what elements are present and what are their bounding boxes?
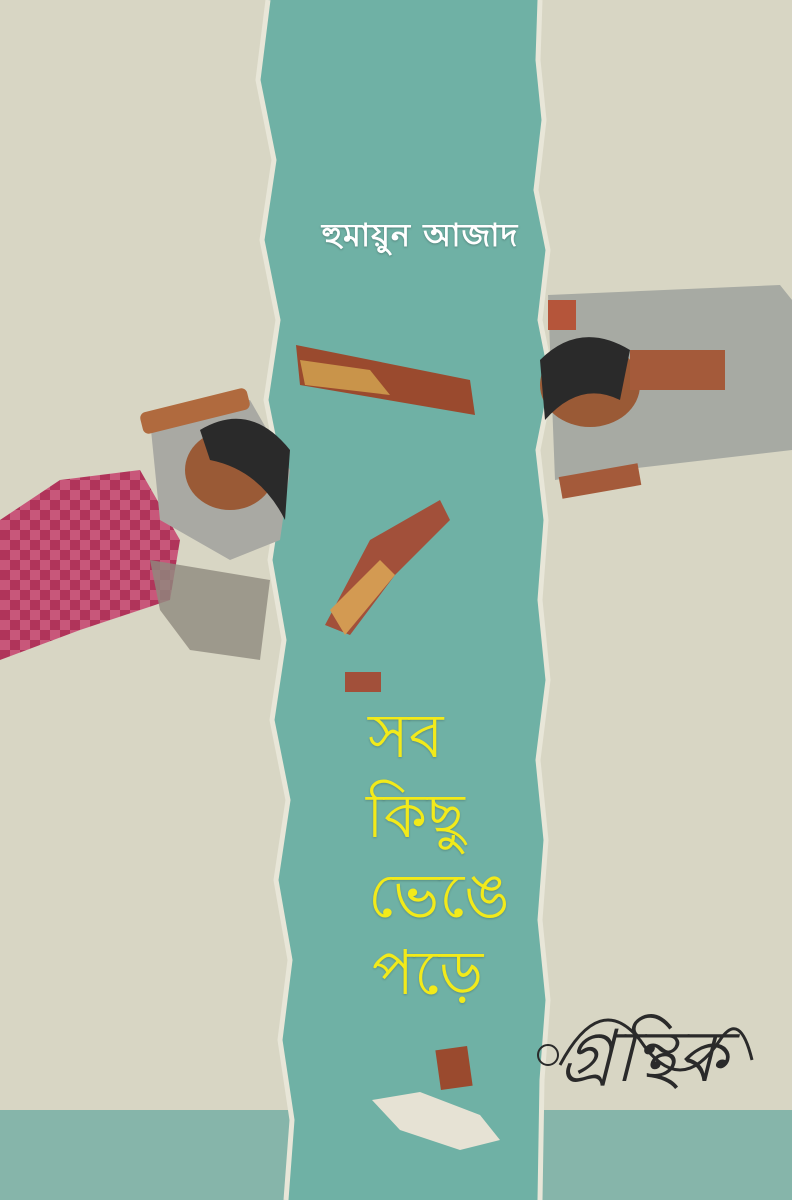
title-line-4: পড়ে — [372, 936, 484, 1009]
title-line-3: ভেঙে — [368, 859, 510, 932]
teal-strip — [258, 0, 552, 1200]
publisher-logo: গ্রন্থিক — [560, 1014, 728, 1098]
title-line-1: সব — [368, 699, 444, 772]
author-name: হুমায়ুন আজাদ — [321, 216, 519, 254]
title-line-2: কিছু — [366, 779, 465, 852]
